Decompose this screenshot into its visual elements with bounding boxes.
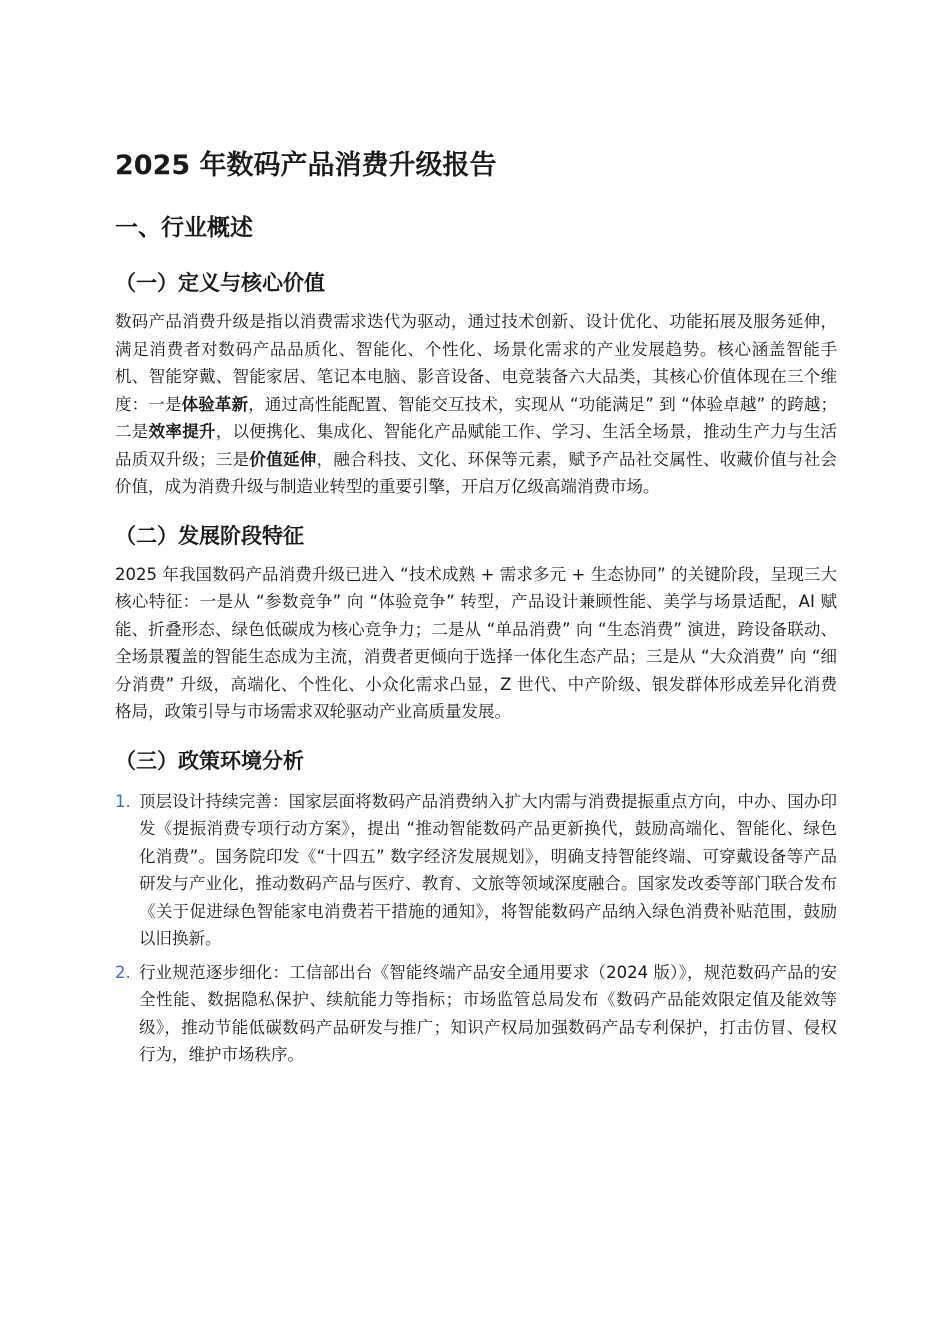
bold-term-efficiency: 效率提升	[148, 422, 216, 441]
section-heading-overview: 一、行业概述	[115, 215, 253, 241]
subsection-heading-definition: （一）定义与核心价值	[115, 271, 325, 295]
definition-text-b: ，通过高性能配置、智能交互技术，实现从 “功能满足” 到 “体验卓越” 的跨越；二是	[115, 394, 838, 441]
definition-text-a: 数码产品消费升级是指以消费需求迭代为驱动，通过技术创新、设计优化、功能拓展及服务延伸，满足消费者对数码产品品质化、智能化、个性化、场景化需求的产业发展趋势。核心涵盖智能手机、智能穿戴、智能家居、笔记本电脑、影音设备、电竞装备六大品类，其核心价值体现在三个维度：一是	[115, 312, 837, 414]
stage-paragraph: 2025 年我国数码产品消费升级已进入 “技术成熟 + 需求多元 + 生态协同” 的关键阶段，呈现三大核心特征：一是从 “参数竞争” 向 “体验竞争” 转型，产品设计兼顾性能、美学与场景适配，AI 赋能、折叠形态、绿色低碳成为核心竞争力；二是从 “单品消费” 向 “生态消费” 演进，跨设备联动、全场景覆盖的智能生态成为主流，消费者更倾向于选择一体化生态产品；三是从 “大众消费” 向 “细分消费” 升级，高端化、个性化、小众化需求凸显，Z 世代、中产阶级、银发群体形成差异化消费格局，政策引导与市场需求双轮驱动产业高质量发展。	[115, 564, 837, 721]
definition-text-c: ，以便携化、集成化、智能化产品赋能工作、学习、生活全场景，推动生产力与生活品质双升级；三是	[115, 422, 838, 469]
definition-text-d: ，融合科技、文化、环保等元素，赋予产品社交属性、收藏价值与社会价值，成为消费升级与制造业转型的重要引擎，开启万亿级高端消费市场。	[115, 449, 838, 496]
list-item-text: 行业规范逐步细化：工信部出台《智能终端产品安全通用要求（2024 版）》，规范数码产品的安全性能、数据隐私保护、续航能力等指标；市场监管总局发布《数码产品能效限定值及能效等级》，推动节能低碳数码产品研发与推广；知识产权局加强数码产品专利保护，打击仿冒、侵权行为，维护市场秩序。	[139, 962, 837, 1064]
bold-term-value: 价值延伸	[249, 449, 317, 469]
policy-list	[115, 788, 837, 1069]
subsection-heading-stage: （二）发展阶段特征	[115, 523, 304, 548]
document-title: 2025 年数码产品消费升级报告	[115, 150, 497, 181]
list-item	[115, 959, 837, 1069]
list-item-text: 顶层设计持续完善：国家层面将数码产品消费纳入扩大内需与消费提振重点方向，中办、国办印发《提振消费专项行动方案》，提出 “推动智能数码产品更新换代，鼓励高端化、智能化、绿色化消费”。国务院印发《“十四五” 数字经济发展规划》，明确支持智能终端、可穿戴设备等产品研发与产业化，推动数码产品与医疗、教育、文旅等领域深度融合。国家发改委等部门联合发布《关于促进绿色智能家电消费若干措施的通知》，将智能数码产品纳入绿色消费补贴范围，鼓励以旧换新。	[139, 791, 837, 948]
document-page	[115, 140, 837, 1075]
list-number: 2.	[115, 962, 131, 982]
bold-term-experience: 体验革新	[181, 394, 249, 414]
list-item	[115, 788, 837, 953]
list-number: 1.	[115, 791, 131, 811]
subsection-heading-policy: （三）政策环境分析	[115, 748, 304, 773]
definition-paragraph	[115, 308, 837, 501]
